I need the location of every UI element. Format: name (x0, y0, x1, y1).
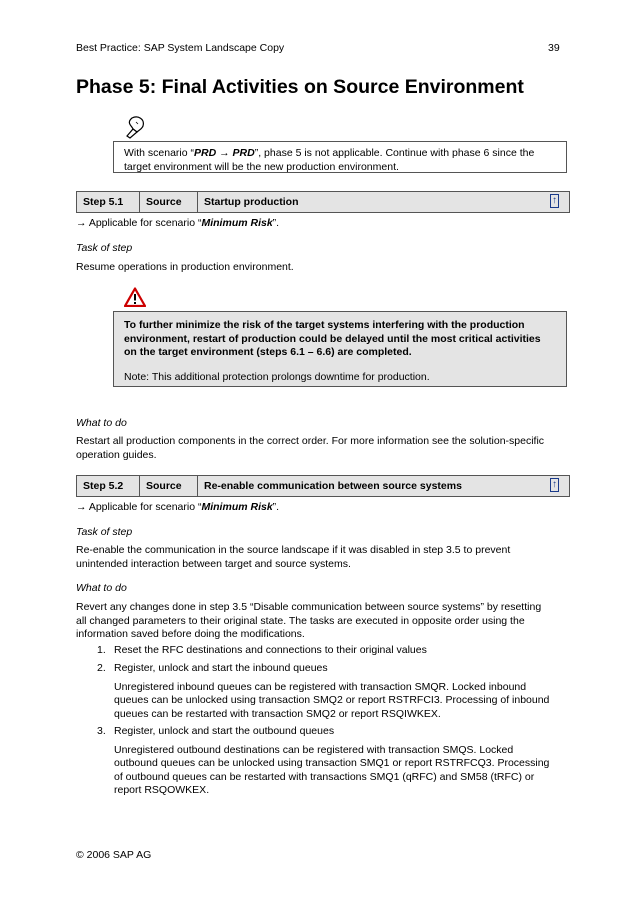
warning-note (113, 311, 567, 387)
list-item-number: 1. (97, 644, 106, 656)
what-to-do-heading: What to do (76, 582, 127, 594)
list-item-body (114, 725, 566, 798)
applicable-pre: → Applicable for scenario “ (76, 501, 202, 513)
list-item-body (114, 662, 566, 721)
list-item-detail (114, 744, 566, 798)
list-item-detail (114, 681, 566, 722)
task-line-1: Re-enable the communication in the source landscape if it was disabled in step 3.5 to prevent (76, 544, 511, 556)
back-to-top-icon[interactable]: ↑ (552, 195, 557, 206)
warning-triangle-icon (124, 287, 146, 312)
warning-line-3: on the target environment (steps 6.1 – 6.6) are completed. (124, 346, 412, 358)
warning-note-text: Note: This additional protection prolongs downtime for production. (124, 370, 430, 383)
detail-line: outbound queues can be unlocked using transaction SMQ1 or report RSTRFCQ3. Processing (114, 757, 550, 769)
what-to-do-heading: What to do (76, 417, 127, 429)
list-item-number: 3. (97, 725, 106, 737)
task-text (76, 544, 566, 571)
warning-line-1: To further minimize the risk of the target systems interfering with the production (124, 319, 525, 331)
list-item-number: 2. (97, 662, 106, 674)
footer-copyright: © 2006 SAP AG (76, 849, 152, 861)
step-number: Step 5.2 (77, 476, 140, 496)
tip-note-line-2: target environment will be the new production environment. (124, 160, 399, 173)
warning-bold-text (124, 319, 556, 360)
step-name (198, 476, 569, 496)
step-name (198, 192, 569, 212)
applicable-pre: → Applicable for scenario “ (76, 217, 202, 229)
step-number: Step 5.1 (77, 192, 140, 212)
tip-note-pre: With scenario “ (124, 147, 195, 159)
what-to-do-line-1: Revert any changes done in step 3.5 “Disable communication between source systems” by resetting (76, 601, 542, 613)
tip-note-line-1 (124, 147, 556, 161)
what-to-do-text (76, 601, 566, 642)
task-heading: Task of step (76, 526, 133, 538)
detail-line: of outbound queues can be restarted with transactions SMQ1 (qRFC) and SM58 (tRFC) or (114, 770, 535, 783)
step-name-text: Re-enable communication between source systems (204, 480, 462, 492)
applicable-post: ”. (272, 501, 280, 513)
detail-line: Unregistered outbound destinations can be registered with transaction SMQS. Locked (114, 743, 514, 756)
what-to-do-line-3: information saved before doing the modifications. (76, 628, 305, 640)
what-to-do-line-2: all changed parameters to their original state. The tasks are executed in opposite order using the (76, 614, 525, 627)
step-name-text: Startup production (204, 196, 299, 208)
what-to-do-line-1: Restart all production components in the correct order. For more information see the solution-specific (76, 435, 545, 447)
detail-line: report RSQOWKEX. (114, 784, 210, 796)
step-5-2-applicable (76, 501, 566, 515)
step-system: Source (140, 476, 198, 496)
what-to-do-line-2: operation guides. (76, 448, 157, 461)
page-title: Phase 5: Final Activities on Source Environment (76, 76, 524, 98)
applicable-post: ”. (272, 217, 280, 229)
page-number: 39 (548, 42, 560, 54)
applicable-scenario: Minimum Risk (201, 217, 273, 229)
detail-line: Unregistered inbound queues can be registered with transaction SMQR. Locked inbound (114, 680, 527, 693)
list-item-title: Reset the RFC destinations and connections to their original values (114, 644, 427, 656)
step-5-2-header (76, 475, 570, 497)
tip-note-post: ”, phase 5 is not applicable. Continue with phase 6 since the (254, 147, 535, 159)
task-text: Resume operations in production environment. (76, 261, 294, 273)
running-header: Best Practice: SAP System Landscape Copy (76, 42, 285, 54)
back-to-top-icon[interactable]: ↑ (552, 479, 557, 490)
step-5-1-header (76, 191, 570, 213)
step-5-1-applicable (76, 217, 566, 231)
applicable-scenario: Minimum Risk (201, 501, 273, 513)
what-to-do-text (76, 435, 566, 462)
detail-line: queues can be unlocked using transaction SMQ2 or report RSTRFCI3. Processing of inbound (114, 694, 550, 706)
task-heading: Task of step (76, 242, 133, 254)
detail-line: queues can be restarted with transaction SMQ2 or report RSQIWKEX. (114, 707, 441, 720)
warning-line-2: environment, restart of production could be delayed until the most critical activities (124, 332, 541, 345)
list-item-title: Register, unlock and start the outbound queues (114, 725, 335, 737)
task-line-2: unintended interaction between target and source systems. (76, 557, 351, 570)
list-item-title: Register, unlock and start the inbound queues (114, 662, 328, 674)
tip-note (113, 141, 567, 173)
tip-note-scenario: PRD → PRD (194, 147, 255, 159)
step-system: Source (140, 192, 198, 212)
